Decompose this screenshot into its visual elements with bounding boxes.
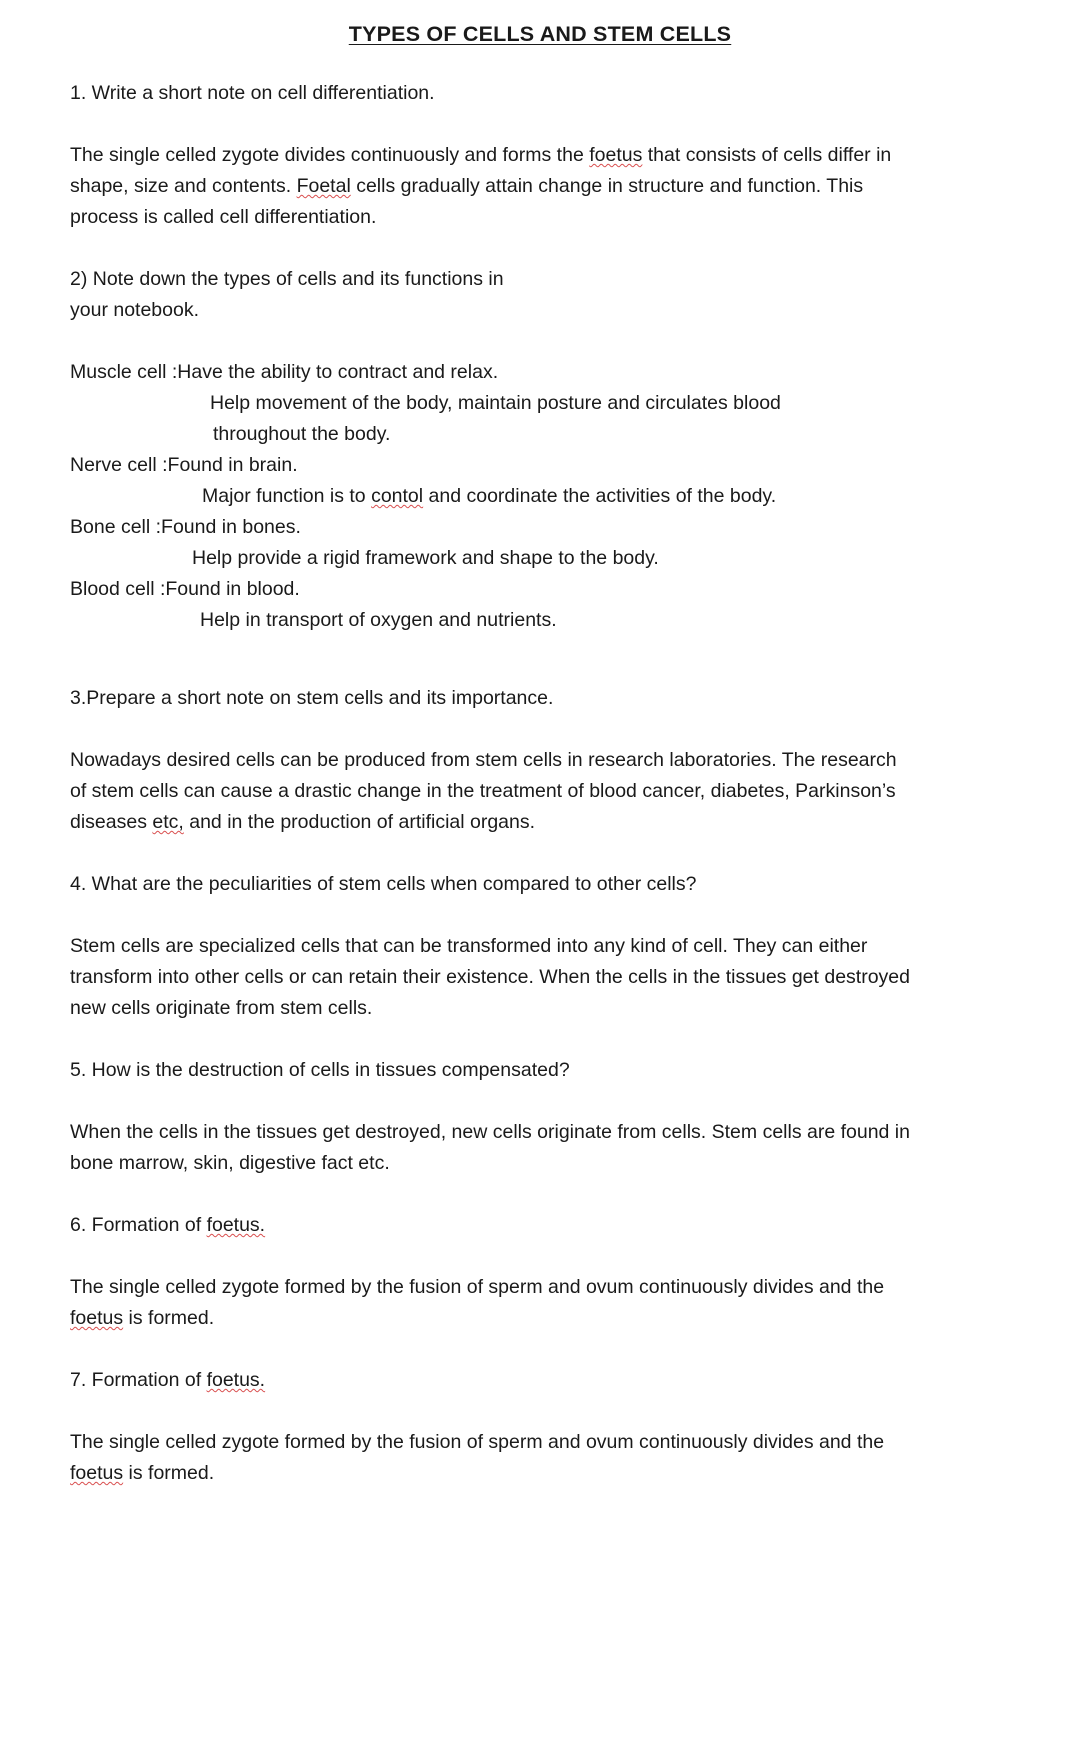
- answer-4: Stem cells are specialized cells that can be transformed into any kind of cell. They can either transform into other cells or can retain their existence. When the cells in the tissues get destroyed new cells originate from stem cells.: [70, 935, 910, 1019]
- answer-1: [70, 140, 910, 233]
- answer-3: [70, 745, 910, 838]
- answer-7: [70, 1427, 910, 1489]
- answer-3-seg1: Nowadays desired cells can be produced from stem cells in research laboratories. The research of stem cells can cause a drastic change in the treatment of blood cancer, diabetes, Parkinson’s diseases: [70, 749, 897, 833]
- cell-type-muscle: Muscle cell :Have the ability to contract and relax.: [70, 361, 499, 383]
- answer-1-seg1: The single celled zygote divides continuously and forms the: [70, 144, 590, 166]
- answer-7-seg1: The single celled zygote formed by the fusion of sperm and ovum continuously divides and the: [70, 1431, 885, 1453]
- question-6: [70, 1210, 1010, 1241]
- question-2-line-1: 2) Note down the types of cells and its functions in: [70, 268, 504, 290]
- answer-7-seg2: is formed.: [123, 1462, 215, 1484]
- answer-1-seg2: that consists of cells differ in shape, size and contents.: [70, 144, 892, 197]
- cell-type-muscle-detail-1: Help movement of the body, maintain posture and circulates blood: [210, 392, 781, 414]
- question-2-line-2: your notebook.: [70, 299, 200, 321]
- question-6-pre: 6. Formation of: [70, 1214, 207, 1236]
- spellcheck-foetus-q6: foetus.: [206, 1214, 266, 1236]
- document-body: [0, 47, 1080, 1489]
- question-1: 1. Write a short note on cell differentiation.: [70, 82, 435, 104]
- answer-3-seg2: and in the production of artificial organs.: [183, 811, 536, 833]
- question-5: 5. How is the destruction of cells in tissues compensated?: [70, 1059, 570, 1081]
- spellcheck-foetus-a6: foetus: [70, 1307, 124, 1329]
- answer-6-seg2: is formed.: [123, 1307, 215, 1329]
- spellcheck-etc: etc,: [152, 811, 184, 833]
- question-7: [70, 1365, 1010, 1396]
- question-3: 3.Prepare a short note on stem cells and its importance.: [70, 687, 554, 709]
- cell-type-blood-detail: Help in transport of oxygen and nutrients.: [200, 609, 557, 631]
- question-4: 4. What are the peculiarities of stem cells when compared to other cells?: [70, 873, 697, 895]
- page-title-text: TYPES OF CELLS AND STEM CELLS: [348, 22, 732, 46]
- cell-type-nerve-detail: [70, 481, 1010, 512]
- spellcheck-foetal: Foetal: [296, 175, 351, 197]
- cell-type-muscle-detail-2: throughout the body.: [213, 423, 391, 445]
- question-7-pre: 7. Formation of: [70, 1369, 207, 1391]
- spellcheck-foetus-q7: foetus.: [206, 1369, 266, 1391]
- answer-5: When the cells in the tissues get destroyed, new cells originate from cells. Stem cells are found in bone marrow, skin, digestive fact etc.: [70, 1121, 910, 1174]
- cell-type-nerve-detail-pre: Major function is to: [202, 485, 372, 507]
- answer-6-seg1: The single celled zygote formed by the fusion of sperm and ovum continuously divides and the: [70, 1276, 885, 1298]
- cell-type-blood: Blood cell :Found in blood.: [70, 578, 300, 600]
- spellcheck-foetus-a7: foetus: [70, 1462, 124, 1484]
- answer-6: [70, 1272, 910, 1334]
- cell-type-bone-detail: Help provide a rigid framework and shape to the body.: [192, 547, 659, 569]
- answer-1-seg3: cells gradually attain change in structure and function. This process is called cell differentiation.: [70, 175, 864, 228]
- cell-type-nerve-detail-post: and coordinate the activities of the body.: [423, 485, 777, 507]
- cell-type-nerve: Nerve cell :Found in brain.: [70, 454, 298, 476]
- spellcheck-foetus: foetus: [589, 144, 643, 166]
- page-title: [0, 22, 1080, 47]
- cell-type-bone: Bone cell :Found in bones.: [70, 516, 301, 538]
- spellcheck-contol: contol: [371, 485, 424, 507]
